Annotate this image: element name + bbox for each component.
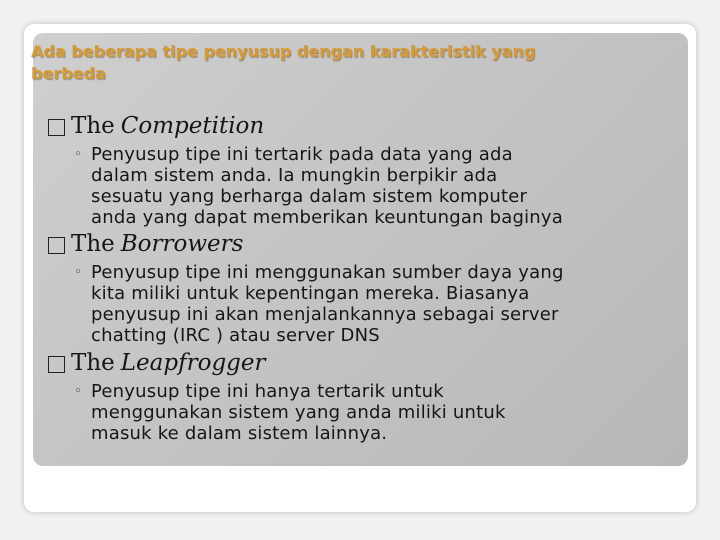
heading-prefix: The — [71, 231, 115, 257]
heading-label: Competition — [120, 113, 265, 139]
bullet-list — [48, 111, 648, 444]
bullet-heading-borrowers — [48, 229, 648, 259]
bullet-heading-competition — [48, 111, 648, 141]
sub-item-text: Penyusup tipe ini hanya tertarik untuk menggunakan sistem yang anda miliki untuk masuk ke dalam sistem lainnya. — [91, 381, 506, 444]
circle-bullet-icon: ◦ — [74, 147, 82, 162]
circle-bullet-icon: ◦ — [74, 265, 82, 280]
heading-label: Leapfrogger — [120, 350, 266, 376]
slide-title: Ada beberapa tipe penyusup dengan karakteristik yang berbeda — [31, 42, 536, 83]
sub-item-text: Penyusup tipe ini tertarik pada data yang ada dalam sistem anda. Ia mungkin berpikir ada sesuatu yang berharga dalam sistem komputer anda yang dapat memberikan keuntungan baginya — [91, 144, 563, 228]
square-bullet-icon — [48, 356, 65, 373]
sub-item-text: Penyusup tipe ini menggunakan sumber daya yang kita miliki untuk kepentingan mereka. Biasanya penyusup ini akan menjalankannya sebagai server chatting (IRC ) atau server DNS — [91, 262, 564, 346]
heading-prefix: The — [71, 350, 115, 376]
heading-prefix: The — [71, 113, 115, 139]
sub-item-leapfrogger — [74, 381, 648, 444]
heading-label: Borrowers — [120, 231, 244, 257]
bullet-heading-leapfrogger — [48, 348, 648, 378]
square-bullet-icon — [48, 119, 65, 136]
sub-item-borrowers — [74, 262, 648, 346]
circle-bullet-icon: ◦ — [74, 384, 82, 399]
sub-item-competition — [74, 144, 648, 228]
square-bullet-icon — [48, 237, 65, 254]
